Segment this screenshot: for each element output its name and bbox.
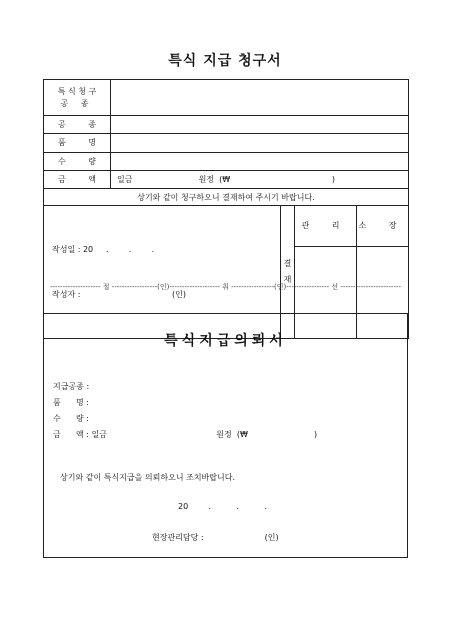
approval-header-row [44,206,409,247]
amount-value[interactable]: 일금 원정 (₩ ) [111,171,409,189]
commission-item[interactable]: 품 명 : [53,398,89,407]
work-type-label-2: 공 종 [60,98,94,108]
request-statement: 상기와 같이 청구하오니 결재하여 주시기 바랍니다. [44,189,409,206]
item-value[interactable] [111,134,409,153]
quantity-value[interactable] [111,153,409,171]
commission-manager[interactable]: 현장관리담당 : (인) [152,533,279,542]
commission-statement: 상기와 같이 특식지급을 의뢰하오니 조치바랍니다. [60,473,236,482]
request-form-table [43,79,409,339]
manage-label: 관 리 [295,206,357,247]
cut-line: -------------------- 절 ------------------(인)-------------------- 취 -----------------(인)----------------- 선 ------------------------ [49,283,402,291]
commission-form-box [43,313,408,558]
director-label: 소 장 [357,206,409,247]
amount-row [44,171,409,189]
statement-row [44,189,409,206]
work-type-label-cell [44,80,111,116]
approval-label-text: 결 재 [283,259,292,284]
work-type-row [44,80,409,116]
date-line[interactable]: 작성일 : 20 . . . [52,245,155,254]
quantity-row [44,153,409,171]
commission-amount[interactable]: 금 액 : 일금 원정 (₩ ) [53,430,318,439]
construction-value[interactable] [111,116,409,134]
commission-work-type[interactable]: 지급공종 : [53,382,90,391]
construction-label: 공 종 [44,116,111,134]
request-form-title: 특식 지급 청구서 [168,53,282,69]
construction-row [44,116,409,134]
item-label: 품 명 [44,134,111,153]
commission-quantity[interactable]: 수 량 : [53,414,89,423]
author-line[interactable]: 작성자 : (인) [52,290,186,299]
work-type-value[interactable] [111,80,409,116]
commission-form-title: 특식지급의뢰서 [164,333,287,349]
work-type-label-1: 특 식 청 구 [57,86,97,96]
commission-date[interactable]: 20 . . . [178,502,268,511]
quantity-label: 수 량 [44,153,111,171]
item-row [44,134,409,153]
amount-label: 금 액 [44,171,111,189]
